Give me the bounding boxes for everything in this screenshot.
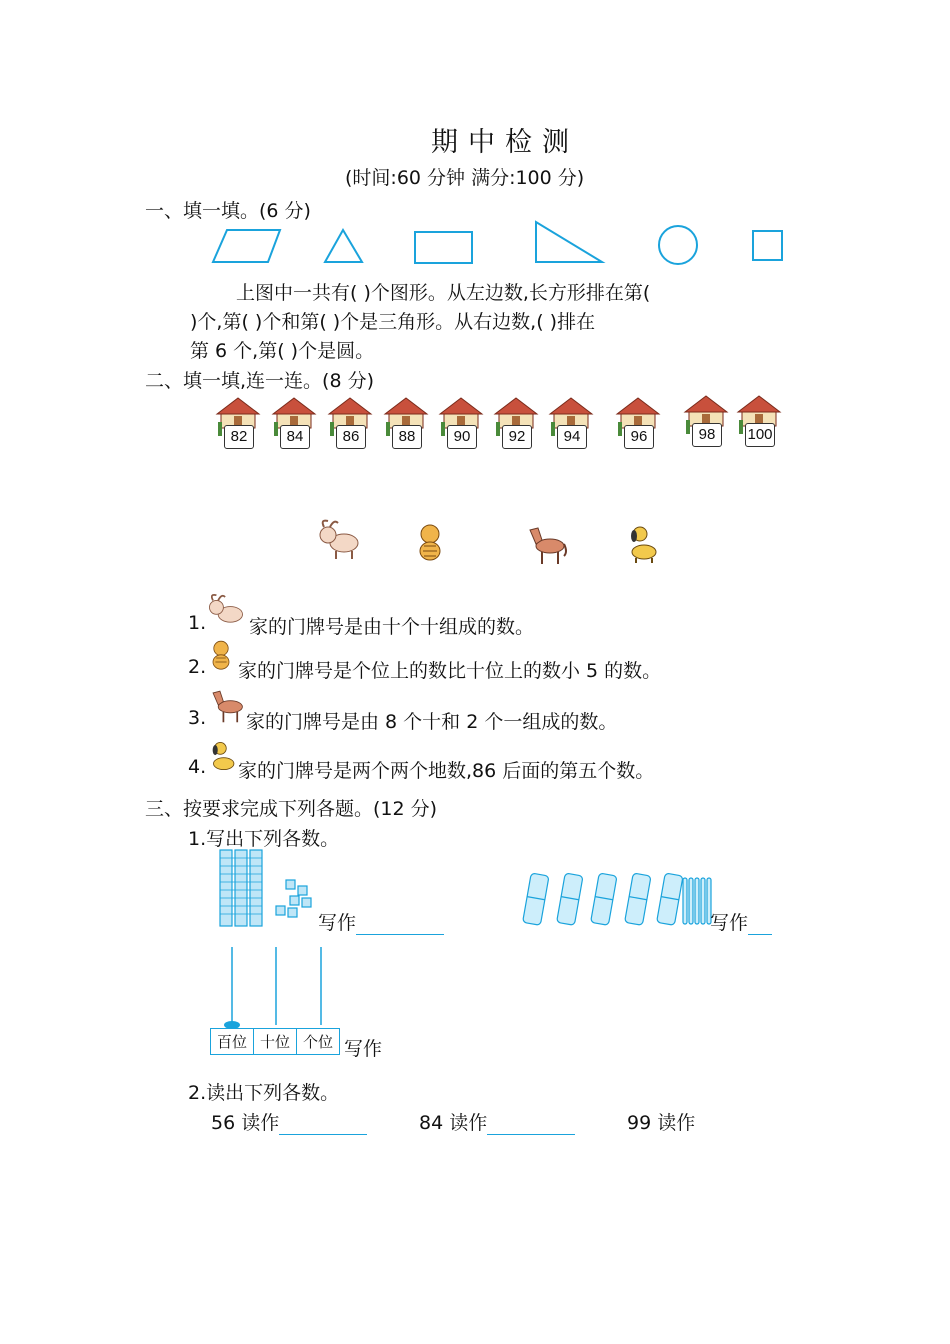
place-value-chart bbox=[210, 1028, 340, 1055]
section2-heading: 二、填一填,连一连。(8 分) bbox=[145, 370, 374, 392]
q4-number: 4. bbox=[188, 756, 207, 778]
house-number-plate: 90 bbox=[447, 425, 477, 449]
section3-heading: 三、按要求完成下列各题。(12 分) bbox=[145, 798, 438, 820]
hundreds-header: 百位 bbox=[211, 1029, 254, 1054]
house-number-plate: 84 bbox=[280, 425, 310, 449]
house-84 bbox=[271, 396, 317, 454]
house-number-plate: 96 bbox=[624, 425, 654, 449]
page-subtitle: (时间:60 分钟 满分:100 分) bbox=[345, 167, 585, 189]
section1-line1: 上图中一共有( )个图形。从左边数,长方形排在第( bbox=[236, 282, 651, 304]
goat-icon bbox=[206, 590, 246, 634]
write-label-1: 写作 bbox=[318, 908, 444, 935]
tens-header: 十位 bbox=[254, 1029, 297, 1054]
read-blank-56[interactable] bbox=[279, 1114, 367, 1135]
house-100 bbox=[736, 394, 782, 452]
page-title: 期中检测 bbox=[431, 127, 579, 158]
house-number-plate: 94 bbox=[557, 425, 587, 449]
house-92 bbox=[493, 396, 539, 454]
tiger-icon bbox=[410, 520, 456, 566]
answer-blank-2[interactable] bbox=[748, 914, 772, 935]
horse-icon bbox=[206, 686, 246, 728]
square-shape bbox=[753, 231, 782, 260]
house-90 bbox=[438, 396, 484, 454]
section1-line2: )个,第( )个和第( )个是三角形。从右边数,( )排在 bbox=[190, 311, 596, 333]
circle-shape bbox=[659, 226, 697, 264]
tiger-icon bbox=[205, 636, 237, 676]
read-item-99: 99 读作 bbox=[627, 1112, 696, 1134]
q3-number: 3. bbox=[188, 707, 207, 729]
dog-icon bbox=[205, 738, 239, 778]
house-88 bbox=[383, 396, 429, 454]
house-82 bbox=[215, 396, 261, 454]
write-label-3: 写作 bbox=[344, 1038, 383, 1060]
place-value-rods bbox=[210, 945, 350, 1029]
house-96 bbox=[615, 396, 661, 454]
read-item-56: 56 读作 bbox=[211, 1108, 367, 1135]
house-number-plate: 86 bbox=[336, 425, 366, 449]
sub1-heading: 1.写出下列各数。 bbox=[188, 828, 340, 850]
rectangle-shape bbox=[415, 232, 472, 263]
right-triangle-shape bbox=[536, 222, 602, 262]
q4-text: 家的门牌号是两个两个地数,86 后面的第五个数。 bbox=[238, 760, 655, 782]
horse-icon bbox=[522, 522, 568, 568]
triangle-shape bbox=[325, 230, 362, 262]
write-label-2: 写作 bbox=[710, 908, 772, 935]
q2-text: 家的门牌号是个位上的数比十位上的数小 5 的数。 bbox=[238, 660, 662, 682]
house-number-plate: 92 bbox=[502, 425, 532, 449]
q1-number: 1. bbox=[188, 612, 207, 634]
read-item-84: 84 读作 bbox=[419, 1108, 575, 1135]
house-number-plate: 88 bbox=[392, 425, 422, 449]
house-94 bbox=[548, 396, 594, 454]
house-number-plate: 98 bbox=[692, 423, 722, 447]
q1-text: 家的门牌号是由十个十组成的数。 bbox=[249, 616, 535, 638]
sub2-heading: 2.读出下列各数。 bbox=[188, 1082, 340, 1104]
house-98 bbox=[683, 394, 729, 452]
q2-number: 2. bbox=[188, 656, 207, 678]
base-ten-blocks bbox=[218, 848, 318, 930]
q3-text: 家的门牌号是由 8 个十和 2 个一组成的数。 bbox=[246, 711, 618, 733]
house-number-plate: 100 bbox=[745, 423, 775, 447]
parallelogram-shape bbox=[213, 230, 280, 262]
ones-header: 个位 bbox=[303, 1033, 334, 1051]
section1-heading: 一、填一填。(6 分) bbox=[145, 200, 311, 222]
house-86 bbox=[327, 396, 373, 454]
dog-icon bbox=[622, 522, 668, 568]
goat-icon bbox=[316, 515, 362, 561]
read-blank-84[interactable] bbox=[487, 1114, 575, 1135]
shapes-row bbox=[205, 220, 795, 270]
house-number-plate: 82 bbox=[224, 425, 254, 449]
stick-bundles bbox=[517, 870, 712, 928]
answer-blank-1[interactable] bbox=[356, 914, 444, 935]
section1-line3: 第 6 个,第( )个是圆。 bbox=[190, 340, 375, 362]
